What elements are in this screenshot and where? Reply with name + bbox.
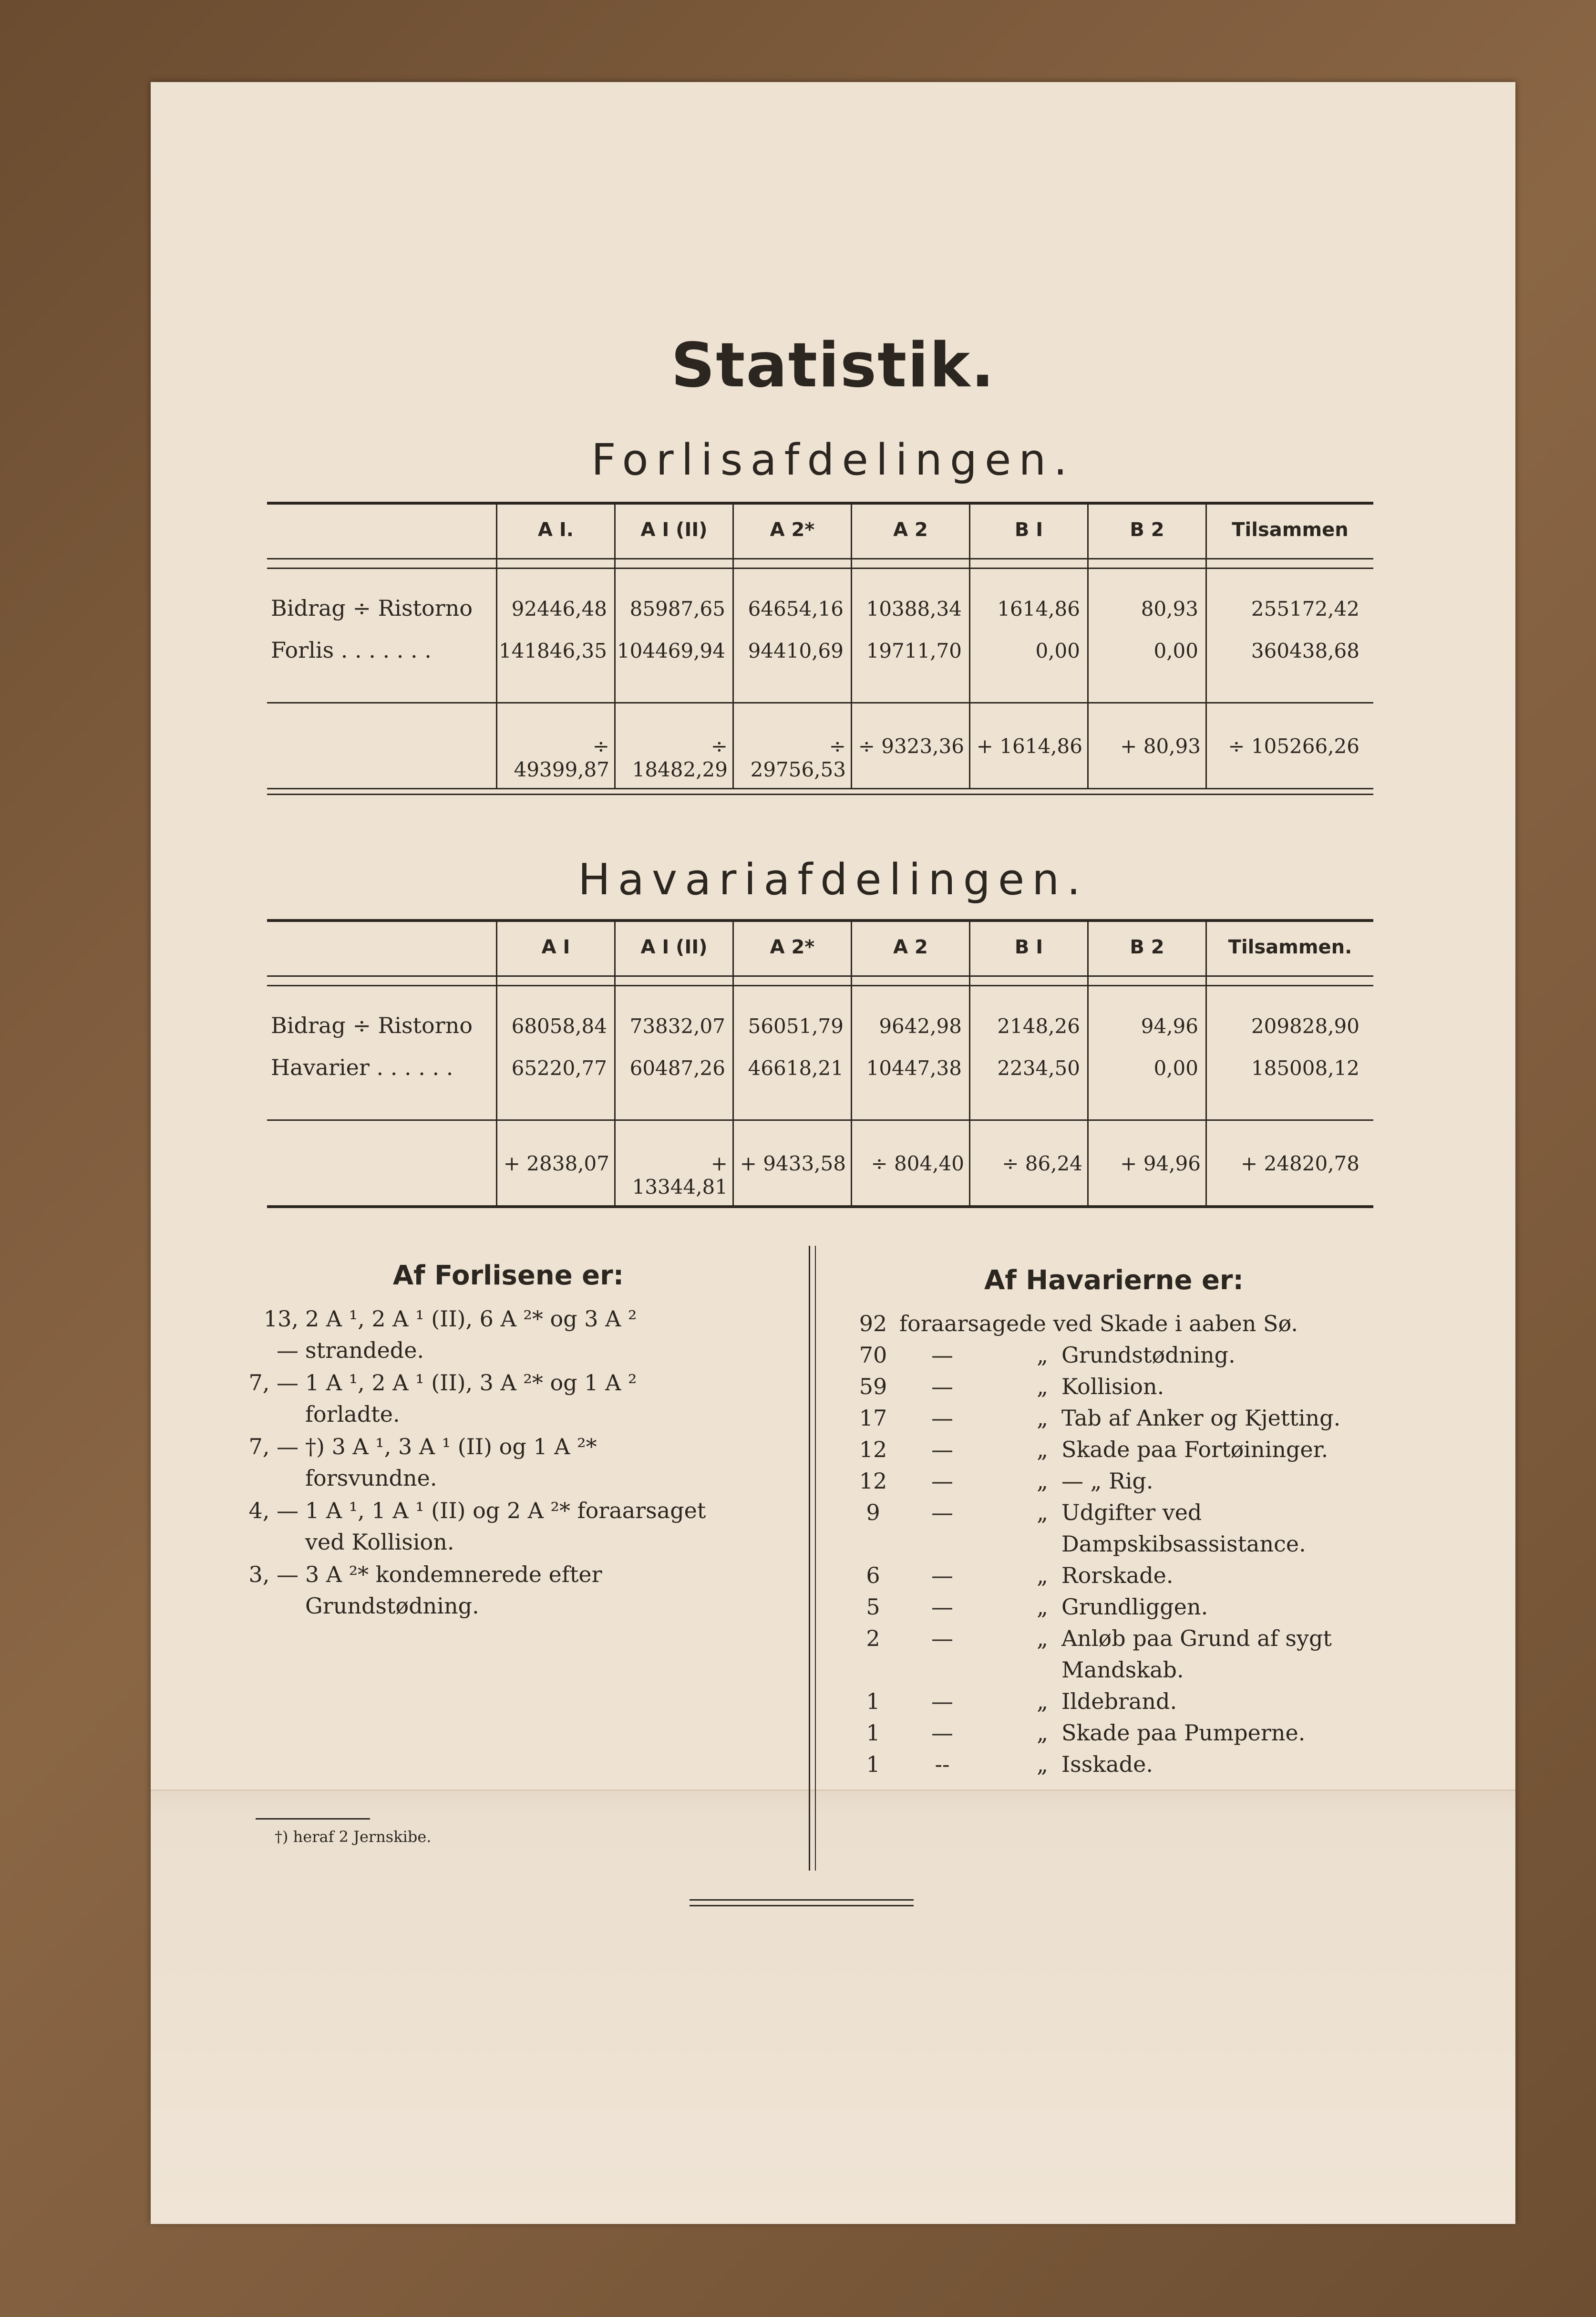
- list-item: 2 — „ Anløb paa Grund af sygt Mandskab.: [866, 1625, 1332, 1683]
- table-cell: 0,00: [1035, 639, 1080, 662]
- total-cell: ÷ 49399,87: [514, 734, 609, 781]
- table-cell: 10447,38: [866, 1056, 962, 1080]
- list-item: 7, — 1 A ¹, 2 A ¹ (II), 3 A ²* og 1 A ² forladte.: [248, 1370, 637, 1427]
- havarierne-list: [852, 1308, 1481, 1780]
- table-cell: 64654,16: [748, 597, 844, 621]
- total-cell: + 24820,78: [1241, 1152, 1359, 1175]
- col-header: A 2: [893, 519, 928, 541]
- table-cell: 2234,50: [997, 1056, 1080, 1080]
- table-cell: 0,00: [1153, 639, 1198, 662]
- total-cell: ÷ 86,24: [1002, 1152, 1082, 1175]
- col-header: B 2: [1130, 519, 1164, 541]
- list-item: 59 — „ Kollision.: [859, 1374, 1164, 1399]
- table-cell: 46618,21: [748, 1056, 844, 1080]
- list-item: 9 — „ Udgifter ved Dampskibsassistance.: [866, 1500, 1306, 1557]
- total-cell: + 9433,58: [740, 1152, 846, 1175]
- list-item: 1 -- „ Isskade.: [866, 1751, 1153, 1777]
- table-cell: 141846,35: [498, 639, 607, 662]
- col-header: B 2: [1130, 936, 1164, 958]
- total-cell: ÷ 9323,36: [858, 734, 964, 758]
- table-cell: 360438,68: [1251, 639, 1359, 662]
- table-cell: 104469,94: [617, 639, 725, 662]
- list-item: 5 — „ Grundliggen.: [866, 1594, 1208, 1620]
- list-item: 1 — „ Skade paa Pumperne.: [866, 1720, 1306, 1746]
- havarierne-title: Af Havarierne er:: [984, 1265, 1244, 1296]
- col-header: A I: [541, 936, 570, 958]
- row-label: Havarier . . . . . .: [271, 1055, 453, 1080]
- document-page: [151, 82, 1515, 2223]
- footnote-rule: [256, 1818, 370, 1820]
- list-item: 7, — †) 3 A ¹, 3 A ¹ (II) og 1 A ²* forsvundne.: [248, 1434, 597, 1491]
- table-cell: 85987,65: [629, 597, 725, 621]
- table-cell: 0,00: [1153, 1056, 1198, 1080]
- list-item: 4, — 1 A ¹, 1 A ¹ (II) og 2 A ²* foraarsaget ved Kollision.: [248, 1498, 706, 1555]
- havari-table: [267, 919, 1373, 1253]
- table-cell: 68058,84: [511, 1014, 607, 1038]
- total-cell: + 80,93: [1120, 734, 1201, 758]
- forlis-title: Forlisafdelingen.: [591, 435, 1075, 485]
- list-item: 92 foraarsagede ved Skade i aaben Sø.: [859, 1311, 1298, 1336]
- row-label: Bidrag ÷ Ristorno: [271, 1013, 473, 1038]
- total-cell: + 2838,07: [503, 1152, 609, 1175]
- list-item: 12 — „ — „ Rig.: [859, 1468, 1153, 1494]
- forlis-table: [267, 502, 1373, 836]
- end-rule: [690, 1905, 914, 1906]
- list-item: 12 — „ Skade paa Fortøininger.: [859, 1437, 1328, 1462]
- col-header: Tilsammen: [1232, 519, 1349, 541]
- end-rule: [690, 1899, 914, 1901]
- column-divider: [809, 1246, 810, 1871]
- table-cell: 60487,26: [629, 1056, 725, 1080]
- total-cell: + 94,96: [1120, 1152, 1201, 1175]
- table-cell: 1614,86: [997, 597, 1080, 621]
- table-cell: 92446,48: [511, 597, 607, 621]
- col-header: A I (II): [640, 519, 708, 541]
- total-cell: + 1614,86: [976, 734, 1082, 758]
- havari-title: Havariafdelingen.: [578, 855, 1088, 905]
- total-cell: ÷ 105266,26: [1228, 734, 1359, 758]
- table-cell: 65220,77: [511, 1056, 607, 1080]
- table-cell: 10388,34: [866, 597, 962, 621]
- col-header: B I: [1014, 936, 1043, 958]
- list-item: 17 — „ Tab af Anker og Kjetting.: [859, 1405, 1341, 1431]
- row-label: Bidrag ÷ Ristorno: [271, 595, 473, 621]
- table-cell: 19711,70: [866, 639, 962, 662]
- total-cell: ÷ 29756,53: [750, 734, 846, 781]
- col-header: A 2*: [770, 936, 815, 958]
- table-cell: 94,96: [1141, 1014, 1198, 1038]
- col-header: B I: [1014, 519, 1043, 541]
- column-divider: [815, 1246, 816, 1871]
- table-cell: 2148,26: [997, 1014, 1080, 1038]
- table-cell: 73832,07: [629, 1014, 725, 1038]
- total-cell: ÷ 804,40: [871, 1152, 964, 1175]
- table-cell: 56051,79: [748, 1014, 844, 1038]
- list-item: 13, —2 A ¹, 2 A ¹ (II), 6 A ²* og 3 A ² strandede.: [263, 1306, 637, 1363]
- col-header: A I.: [538, 519, 574, 541]
- total-cell: + 13344,81: [632, 1152, 728, 1199]
- row-label: Forlis . . . . . . .: [271, 637, 432, 663]
- table-cell: 185008,12: [1251, 1056, 1359, 1080]
- list-item: 1 — „ Ildebrand.: [866, 1688, 1177, 1714]
- forlisene-title: Af Forlisene er:: [392, 1260, 624, 1291]
- col-header: A 2*: [770, 519, 815, 541]
- footnote: †) heraf 2 Jernskibe.: [275, 1828, 432, 1846]
- col-header: Tilsammen.: [1228, 936, 1352, 958]
- col-header: A 2: [893, 936, 928, 958]
- list-item: 70 — „ Grundstødning.: [859, 1342, 1236, 1368]
- table-cell: 80,93: [1141, 597, 1198, 621]
- table-cell: 9642,98: [879, 1014, 962, 1038]
- list-item: 3, — 3 A ²* kondemnerede efter Grundstødning.: [248, 1562, 602, 1619]
- table-cell: 209828,90: [1251, 1014, 1359, 1038]
- list-item: 6 — „ Rorskade.: [866, 1562, 1174, 1588]
- col-header: A I (II): [640, 936, 708, 958]
- paper-fold: [151, 1789, 1515, 2224]
- total-cell: ÷ 18482,29: [632, 734, 728, 781]
- page-title: Statistik.: [671, 330, 995, 401]
- table-cell: 94410,69: [748, 639, 844, 662]
- forlisene-list: [246, 1303, 794, 1623]
- table-cell: 255172,42: [1251, 597, 1359, 621]
